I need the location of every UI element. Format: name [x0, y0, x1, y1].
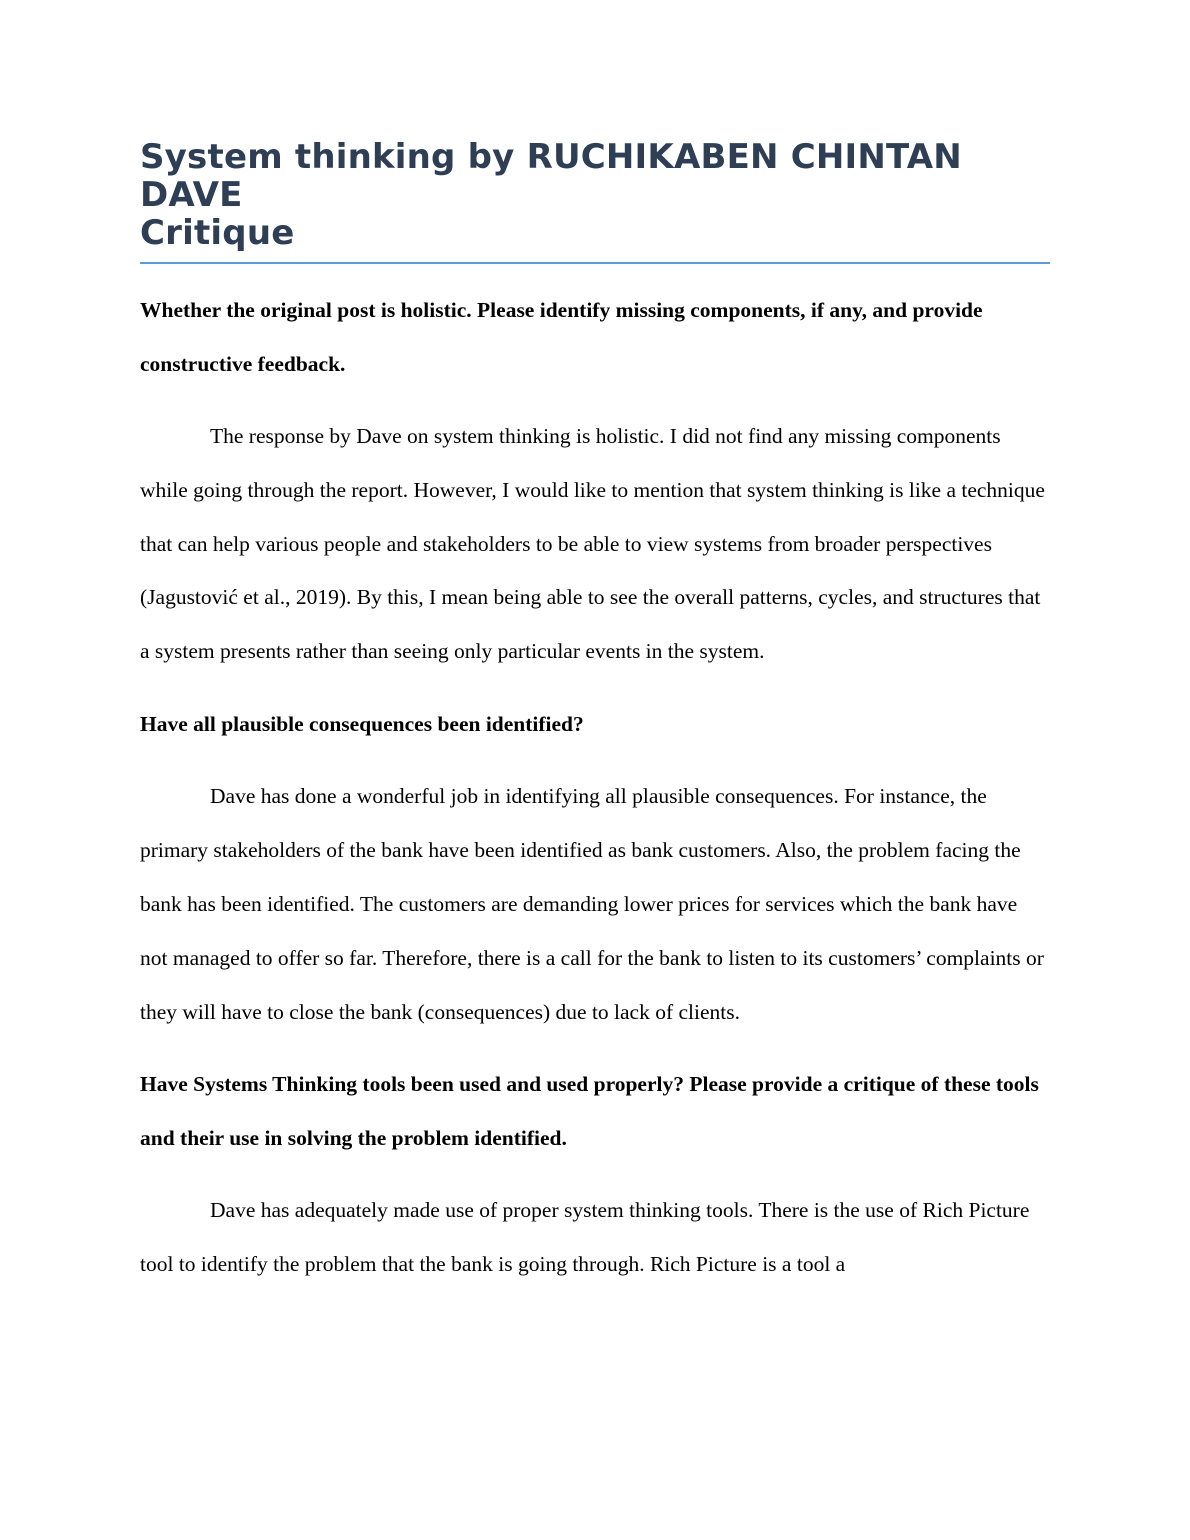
section-heading-holistic: Whether the original post is holistic. Please identify missing components, if any, and provide constructive feedback.: [140, 298, 983, 376]
title-line-2: Critique: [140, 213, 295, 253]
section-heading-consequences: Have all plausible consequences been identified?: [140, 711, 584, 736]
document-page: [140, 138, 1050, 1292]
title-line-1: System thinking by RUCHIKABEN CHINTAN DAVE: [140, 137, 962, 215]
section-body-tools: Dave has adequately made use of proper system thinking tools. There is the use of Rich Picture tool to identify the problem that the bank is going through. Rich Picture is a tool a: [140, 1198, 1030, 1277]
section-heading-tools: Have Systems Thinking tools been used and used properly? Please provide a critique of these tools and their use in solving the problem identified.: [140, 1072, 1039, 1150]
section-body-holistic: The response by Dave on system thinking is holistic. I did not find any missing components while going through the report. However, I would like to mention that system thinking is like a technique that can help various people and stakeholders to be able to view systems from broader perspectives (Jagustović et al., 2019). By this, I mean being able to see the overall patterns, cycles, and structures that a system presents rather than seeing only particular events in the system.: [140, 424, 1045, 664]
section-body-consequences: Dave has done a wonderful job in identifying all plausible consequences. For instance, the primary stakeholders of the bank have been identified as bank customers. Also, the problem facing the bank has been identified. The customers are demanding lower prices for services which the bank have not managed to offer so far. Therefore, there is a call for the bank to listen to its customers’ complaints or they will have to close the bank (consequences) due to lack of clients.: [140, 784, 1044, 1024]
document-title: [140, 138, 1050, 264]
